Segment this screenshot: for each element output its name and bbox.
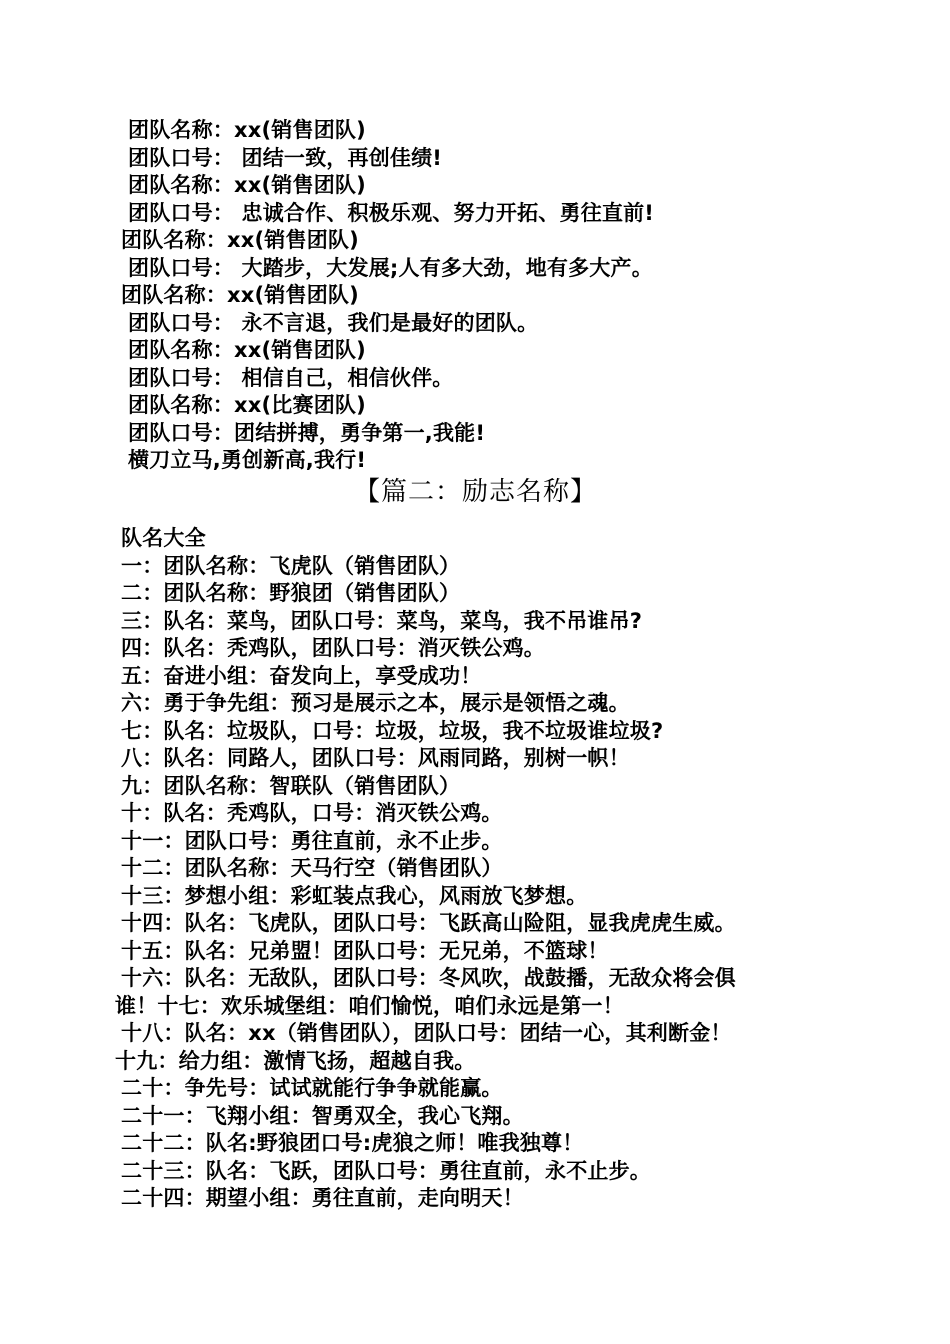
list-item: 二十一：飞翔小组：智勇双全，我心飞翔。 bbox=[121, 1104, 524, 1128]
section1-line: 团队名称：xx(销售团队) bbox=[121, 283, 359, 307]
section1-line: 团队名称：xx(销售团队) bbox=[128, 173, 366, 197]
list-item: 十九：给力组：激情飞扬，超越自我。 bbox=[115, 1049, 476, 1073]
section1-line: 团队名称：xx(销售团队) bbox=[121, 228, 359, 252]
section1-line: 团队名称：xx(比赛团队) bbox=[128, 393, 366, 417]
section1-line: 团队名称：xx(销售团队) bbox=[128, 338, 366, 362]
section1-line: 团队口号： 团结一致，再创佳绩! bbox=[128, 146, 443, 170]
section1-line: 团队口号： 忠诚合作、积极乐观、努力开拓、勇往直前! bbox=[128, 201, 655, 225]
section1-line: 团队口号：团结拼搏，勇争第一,我能! bbox=[128, 421, 486, 445]
list-item: 八：队名：同路人，团队口号：风雨同路，别树一帜！ bbox=[121, 746, 630, 770]
list-item: 十八：队名：xx（销售团队），团队口号：团结一心，其利断金！ bbox=[121, 1021, 732, 1045]
list-item: 二十：争先号：试试就能行争争就能赢。 bbox=[121, 1076, 503, 1100]
list-item: 三：队名：菜鸟，团队口号：菜鸟，菜鸟，我不吊谁吊? bbox=[121, 609, 643, 633]
list-item: 十一：团队口号：勇往直前，永不止步。 bbox=[121, 829, 503, 853]
list-item: 九：团队名称：智联队（销售团队） bbox=[121, 774, 461, 798]
list-item: 五：奋进小组：奋发向上，享受成功！ bbox=[121, 664, 482, 688]
list-item: 二十三：队名：飞跃，团队口号：勇往直前，永不止步。 bbox=[121, 1159, 651, 1183]
list-item: 一：团队名称：飞虎队（销售团队） bbox=[121, 554, 461, 578]
section1-line: 横刀立马,勇创新高,我行! bbox=[128, 448, 367, 472]
list-item: 十三：梦想小组：彩虹装点我心，风雨放飞梦想。 bbox=[121, 884, 588, 908]
list-item: 谁！十七：欢乐城堡组：咱们愉悦，咱们永远是第一！ bbox=[115, 994, 624, 1018]
list-item: 六：勇于争先组：预习是展示之本，展示是领悟之魂。 bbox=[121, 691, 630, 715]
list-item: 十四：队名：飞虎队，团队口号：飞跃高山险阻，显我虎虎生威。 bbox=[121, 911, 736, 935]
section-heading: 【篇二：励志名称】 bbox=[354, 477, 598, 507]
list-item: 十五：队名：兄弟盟！团队口号：无兄弟，不篮球！ bbox=[121, 939, 609, 963]
section1-line: 团队口号： 相信自己，相信伙伴。 bbox=[128, 366, 454, 390]
section1-line: 团队口号： 永不言退，我们是最好的团队。 bbox=[128, 311, 539, 335]
list-item: 七：队名：垃圾队，口号：垃圾，垃圾，我不垃圾谁垃圾? bbox=[121, 719, 664, 743]
section1-line: 团队名称：xx(销售团队) bbox=[128, 118, 366, 142]
list-item: 二十二：队名:野狼团口号:虎狼之师！唯我独尊！ bbox=[121, 1131, 584, 1155]
list-item: 十二：团队名称：天马行空（销售团队） bbox=[121, 856, 503, 880]
section1-line: 团队口号： 大踏步，大发展;人有多大劲，地有多大产。 bbox=[128, 256, 653, 280]
list-item: 十六：队名：无敌队，团队口号：冬风吹，战鼓播，无敌众将会俱 bbox=[121, 966, 736, 990]
list-item: 二十四：期望小组：勇往直前，走向明天！ bbox=[121, 1186, 524, 1210]
list-item: 四：队名：秃鸡队，团队口号：消灭铁公鸡。 bbox=[121, 636, 545, 660]
list-item: 二：团队名称：野狼团（销售团队） bbox=[121, 581, 461, 605]
list-item: 队名大全 bbox=[121, 526, 206, 550]
list-item: 十：队名：秃鸡队，口号：消灭铁公鸡。 bbox=[121, 801, 503, 825]
